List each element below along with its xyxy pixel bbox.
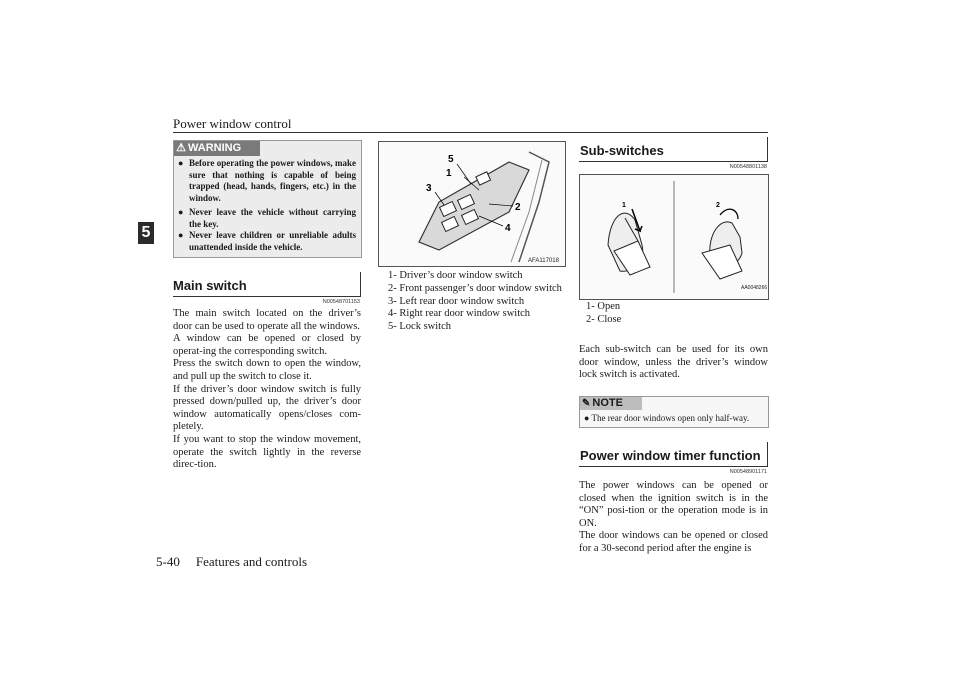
sub-switch-illustration bbox=[580, 175, 768, 299]
chapter-tab: 5 bbox=[138, 222, 154, 244]
warning-triangle-icon: ⚠ bbox=[176, 142, 186, 154]
legend-item: 2- Close bbox=[586, 313, 622, 325]
callout-4: 4 bbox=[505, 223, 511, 234]
timer-text: The power windows can be opened or closed when the ignition switch is in the “ON” posi-tion or the operation mode is in ON. The door windows can be opened or closed for a 30-second period after the engine is bbox=[579, 480, 768, 554]
page-number: 5-40 bbox=[156, 554, 180, 569]
note-label: NOTE bbox=[592, 397, 623, 409]
callout-2: 2 bbox=[716, 202, 720, 209]
note-pencil-icon: ✎ bbox=[582, 398, 591, 409]
figure1-code: AFA117018 bbox=[528, 258, 559, 264]
callout-2: 2 bbox=[515, 202, 521, 213]
footer-section: Features and controls bbox=[195, 554, 308, 569]
sub-switches-code: N00548801138 bbox=[729, 164, 767, 170]
warning-label: WARNING bbox=[188, 142, 242, 154]
heading-underline bbox=[579, 466, 768, 467]
figure1-legend bbox=[388, 270, 562, 334]
callout-1: 1 bbox=[622, 202, 626, 209]
note-header bbox=[580, 397, 642, 410]
legend-item: 1- Open bbox=[586, 301, 621, 312]
warning-header bbox=[174, 141, 260, 156]
main-switch-text: The main switch located on the driver’s door can be used to operate all the windows. A window can be opened or closed by operat-ing the corresponding switch. Press the switch down to open the window, and pull up the switch to close it. If the driver’s door window switch is fully pressed down/pulled up, the driver’s door window automatically opens/closes com-pletely. If you want to stop the window movement, operate the switch lightly in the reverse direc-tion. bbox=[173, 308, 361, 471]
callout-3: 3 bbox=[426, 183, 432, 194]
note-text: ● The rear door windows open only half-way. bbox=[584, 413, 750, 423]
sub-switch-figure bbox=[579, 174, 769, 300]
page-header-title: Power window control bbox=[173, 116, 292, 131]
sub-switches-heading: Sub-switches bbox=[580, 143, 664, 158]
callout-5: 5 bbox=[448, 154, 454, 165]
main-switch-code: N00548701153 bbox=[322, 299, 360, 305]
bullet-icon: ● bbox=[584, 413, 590, 423]
bullet-icon: ● bbox=[178, 158, 184, 168]
legend-item: 1- Driver’s door window switch bbox=[388, 270, 523, 281]
timer-code: N00548901171 bbox=[729, 469, 767, 475]
timer-heading: Power window timer function bbox=[580, 448, 761, 463]
callout-1: 1 bbox=[446, 168, 452, 179]
page-footer bbox=[156, 554, 323, 570]
header-rule bbox=[173, 132, 768, 133]
warning-item: ● Never leave children or unreliable adults unattended inside the vehicle. bbox=[178, 230, 356, 252]
heading-underline bbox=[173, 296, 361, 297]
door-switch-illustration bbox=[379, 142, 565, 266]
legend-item: 4- Right rear door window switch bbox=[388, 308, 531, 320]
main-switch-figure bbox=[378, 141, 566, 267]
heading-corner-line bbox=[767, 137, 768, 161]
warning-item: ● Before operating the power windows, make sure that nothing is capable of being trapped (head, hands, fingers, etc.) in the window. bbox=[178, 158, 356, 203]
figure2-code: AA0048266 bbox=[741, 285, 768, 291]
sub-switches-text: Each sub-switch can be used for its own door window, unless the driver’s window lock switch is activated. bbox=[579, 344, 768, 381]
legend-item: 3- Left rear door window switch bbox=[388, 295, 525, 307]
figure2-legend bbox=[586, 301, 621, 327]
legend-item: 5- Lock switch bbox=[388, 321, 451, 333]
legend-item: 2- Front passenger’s door window switch bbox=[388, 282, 562, 294]
bullet-icon: ● bbox=[178, 207, 184, 217]
heading-corner-line bbox=[767, 442, 768, 466]
heading-underline bbox=[579, 161, 768, 162]
heading-corner-line bbox=[360, 272, 361, 296]
warning-item: ● Never leave the vehicle without carrying the key. bbox=[178, 207, 356, 229]
bullet-icon: ● bbox=[178, 230, 184, 240]
main-switch-heading: Main switch bbox=[173, 278, 247, 293]
